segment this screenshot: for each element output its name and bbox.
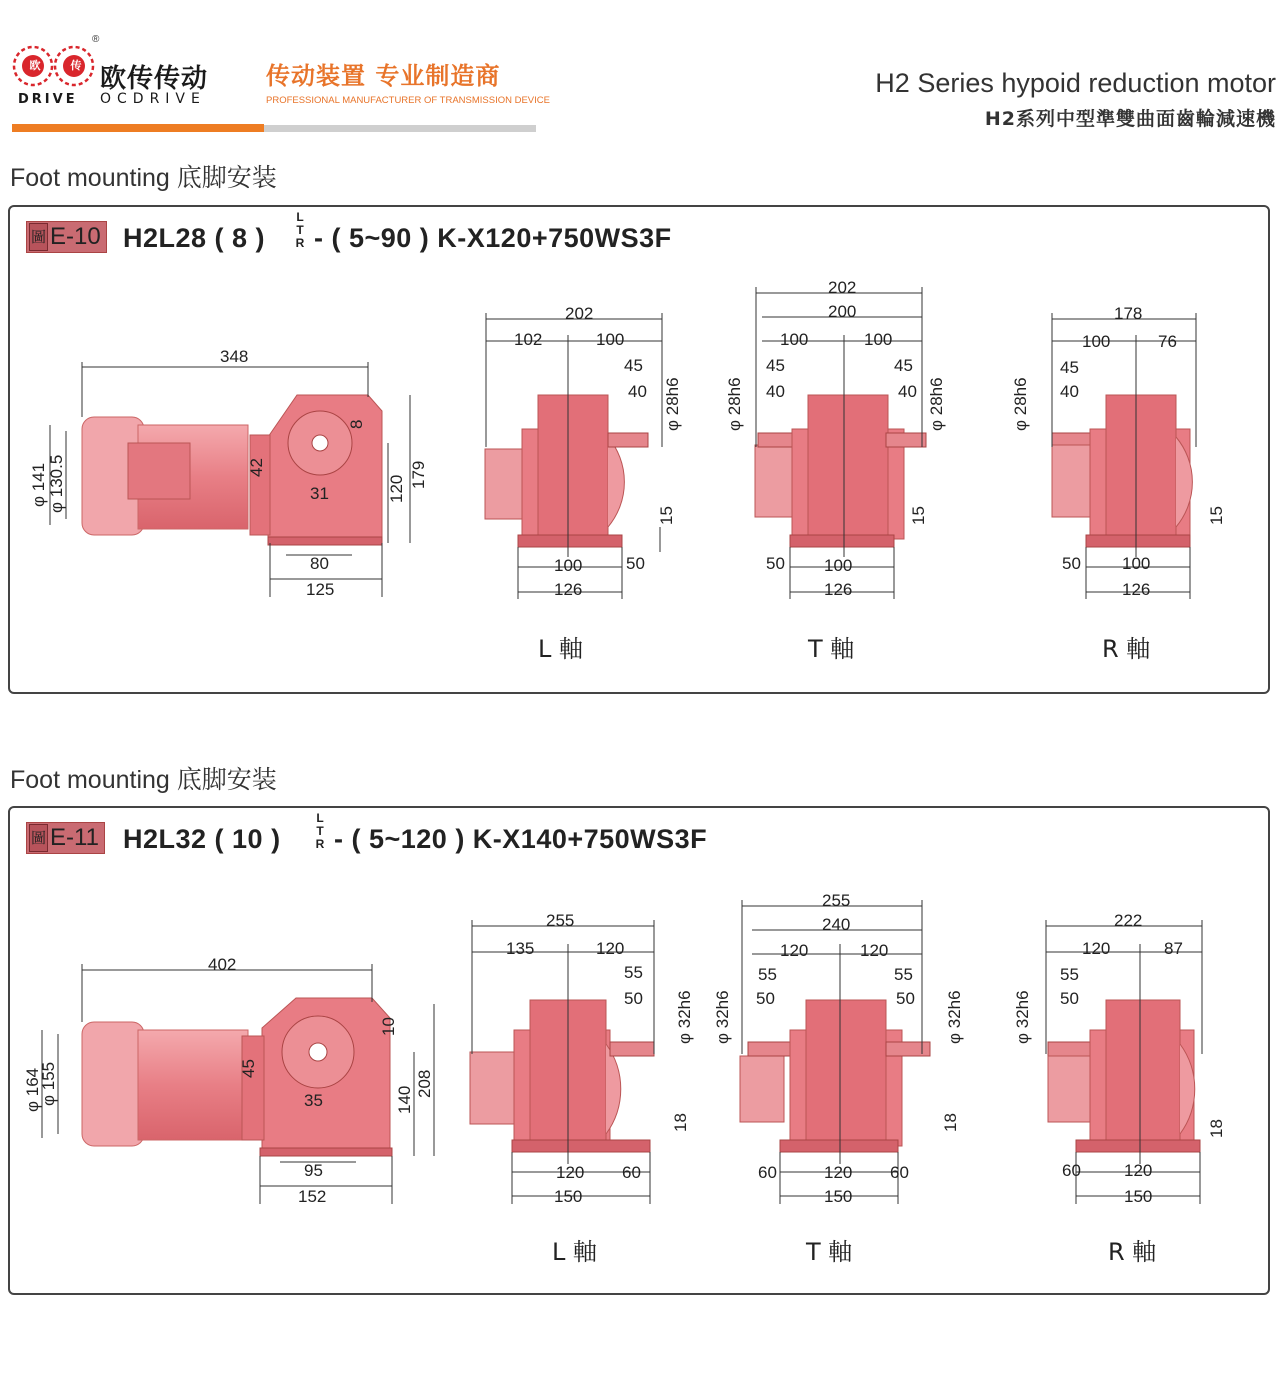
logo-badge-left: 欧	[29, 59, 41, 72]
dim-t-b-mid: 120	[824, 1163, 853, 1182]
dim-t-top-total: 255	[822, 891, 851, 910]
dim-r-shaft: φ 32h6	[1013, 990, 1032, 1044]
dim-t-top-mid: 200	[828, 302, 857, 321]
dim-t-d1-left: 45	[766, 356, 785, 375]
drawing-panel-e11	[8, 806, 1270, 1295]
dim-center-height: 140	[395, 1085, 414, 1114]
dim-t-d2-left: 50	[756, 989, 775, 1008]
view-label-t: T 軸	[806, 1238, 853, 1266]
dim-t-shaft-left: φ 28h6	[725, 377, 744, 431]
dim-l-top-a: 135	[506, 939, 535, 958]
dim-r-d1: 55	[1060, 965, 1079, 984]
page-title-en: H2 Series hypoid reduction motor	[875, 68, 1276, 98]
dim-r-b-mid: 120	[1124, 1161, 1153, 1180]
dim-r-d1: 45	[1060, 358, 1079, 377]
figure-id: E-11	[50, 824, 99, 851]
header	[0, 0, 1280, 140]
dim-t-shaft-left: φ 32h6	[713, 990, 732, 1044]
dim-dia-outer: φ 141	[29, 462, 48, 507]
dim-r-b-side: 60	[1062, 1161, 1081, 1180]
dim-t-d1-right: 45	[894, 356, 913, 375]
dim-l-d2: 40	[628, 382, 647, 401]
dim-l-top-a: 102	[514, 330, 543, 349]
dim-r-h: 15	[1207, 506, 1226, 525]
figure-prefix: 圖	[29, 824, 48, 852]
dim-t-top-a: 120	[780, 941, 809, 960]
dim-total-height: 208	[415, 1069, 434, 1098]
dim-t-h: 18	[941, 1113, 960, 1132]
dim-t-top-mid: 240	[822, 915, 851, 934]
dim-r-top-a: 100	[1082, 332, 1111, 351]
model-suffix-stack: L T R	[295, 210, 305, 250]
dim-r-d2: 40	[1060, 382, 1079, 401]
dim-t-d1-left: 55	[758, 965, 777, 984]
dim-r-top-b: 76	[1158, 332, 1177, 351]
dim-foot-inner: 95	[304, 1161, 323, 1180]
dim-l-b-side: 50	[626, 554, 645, 573]
dim-l-b-mid: 120	[556, 1163, 585, 1182]
brand-name-en-a: DRIVE	[18, 92, 78, 107]
dim-t-top-b: 100	[864, 330, 893, 349]
dim-l-h: 18	[671, 1113, 690, 1132]
view-label-t: T 軸	[808, 635, 855, 663]
dim-t-shaft-right: φ 32h6	[945, 990, 964, 1044]
dim-shaft-center: 31	[310, 484, 329, 503]
view-label-l: L 軸	[552, 1238, 597, 1266]
slogan-en: PROFESSIONAL MANUFACTURER OF TRANSMISSION DEVICE	[266, 95, 550, 106]
figure-id: E-10	[50, 223, 101, 250]
dim-t-d2-right: 40	[898, 382, 917, 401]
dim-r-b-total: 150	[1124, 1187, 1153, 1206]
dim-l-shaft: φ 28h6	[663, 377, 682, 431]
section-heading: Foot mounting 底脚安装	[10, 766, 277, 794]
model-suffix-stack: L T R	[315, 811, 325, 851]
page-title-cn: H2系列中型準雙曲面齒輪減速機	[984, 108, 1276, 130]
dim-t-b-side: 50	[766, 554, 785, 573]
dim-length: 348	[220, 347, 249, 366]
dim-dia-outer: φ 164	[23, 1067, 42, 1112]
logo-badge-right: 传	[70, 59, 82, 72]
dim-t-d2-right: 50	[896, 989, 915, 1008]
dim-t-h: 15	[909, 506, 928, 525]
dim-r-shaft: φ 28h6	[1011, 377, 1030, 431]
dim-total-height: 179	[409, 460, 428, 489]
brand-name-cn: 欧传传动	[100, 64, 209, 94]
model-code-a: H2L28 ( 8 )	[123, 223, 266, 253]
dim-l-b-side: 60	[622, 1163, 641, 1182]
dim-l-top-total: 255	[546, 911, 575, 930]
view-label-r: R 軸	[1108, 1238, 1157, 1266]
dim-shaft-center: 35	[304, 1091, 323, 1110]
slogan-cn: 传动装置 专业制造商	[266, 62, 501, 90]
dim-l-b-total: 126	[554, 580, 583, 599]
dim-foot-outer: 125	[306, 580, 335, 599]
header-accent-bar	[12, 124, 264, 132]
view-label-l: L 軸	[538, 635, 583, 663]
dim-foot-inner: 80	[310, 554, 329, 573]
dim-l-b-mid: 100	[554, 556, 583, 575]
dim-t-top-b: 120	[860, 941, 889, 960]
model-code-a: H2L32 ( 10 )	[123, 824, 281, 854]
dim-foot-outer: 152	[298, 1187, 327, 1206]
view-label-r: R 軸	[1102, 635, 1151, 663]
brand-name-en-b: OCDRIVE	[100, 91, 206, 107]
dim-l-top-b: 120	[596, 939, 625, 958]
section-heading: Foot mounting 底脚安装	[10, 164, 277, 192]
dim-t-d1-right: 55	[894, 965, 913, 984]
dim-key: 8	[347, 419, 366, 429]
dim-l-d1: 45	[624, 356, 643, 375]
registered-mark: ®	[92, 34, 100, 45]
dim-hub: 42	[247, 458, 266, 477]
dim-dia-inner: φ 155	[39, 1061, 58, 1106]
dim-l-h: 15	[657, 506, 676, 525]
dim-r-b-side: 50	[1062, 554, 1081, 573]
model-code-b: - ( 5~120 ) K-X140+750WS3F	[334, 824, 708, 854]
dim-r-top-total: 178	[1114, 304, 1143, 323]
dim-t-b-side-right: 60	[890, 1163, 909, 1182]
dim-hub: 45	[239, 1059, 258, 1078]
dim-l-b-total: 150	[554, 1187, 583, 1206]
figure-prefix: 圖	[29, 223, 48, 251]
dim-r-top-a: 120	[1082, 939, 1111, 958]
dim-t-d2-left: 40	[766, 382, 785, 401]
dim-t-top-a: 100	[780, 330, 809, 349]
dim-length: 402	[208, 955, 237, 974]
dim-r-b-mid: 100	[1122, 554, 1151, 573]
dim-t-b-total: 150	[824, 1187, 853, 1206]
drawing-e11	[10, 808, 1268, 1293]
dim-t-top-total: 202	[828, 278, 857, 297]
dim-l-d1: 55	[624, 963, 643, 982]
dim-r-h: 18	[1207, 1119, 1226, 1138]
dim-t-b-mid: 100	[824, 556, 853, 575]
dim-l-d2: 50	[624, 989, 643, 1008]
dim-t-b-total: 126	[824, 580, 853, 599]
dim-r-d2: 50	[1060, 989, 1079, 1008]
dim-r-b-total: 126	[1122, 580, 1151, 599]
dim-t-b-side-left: 60	[758, 1163, 777, 1182]
dim-dia-inner: φ 130.5	[47, 454, 66, 513]
model-code-b: - ( 5~90 ) K-X120+750WS3F	[314, 223, 672, 253]
dim-r-top-b: 87	[1164, 939, 1183, 958]
header-divider-bar	[264, 125, 536, 132]
drawing-panel-e10	[8, 205, 1270, 694]
dim-l-top-total: 202	[565, 304, 594, 323]
dim-key: 10	[379, 1017, 398, 1036]
drawing-e10	[10, 207, 1268, 692]
dim-center-height: 120	[387, 474, 406, 503]
dim-l-top-b: 100	[596, 330, 625, 349]
dim-t-shaft-right: φ 28h6	[927, 377, 946, 431]
dim-r-top-total: 222	[1114, 911, 1143, 930]
dim-l-shaft: φ 32h6	[675, 990, 694, 1044]
